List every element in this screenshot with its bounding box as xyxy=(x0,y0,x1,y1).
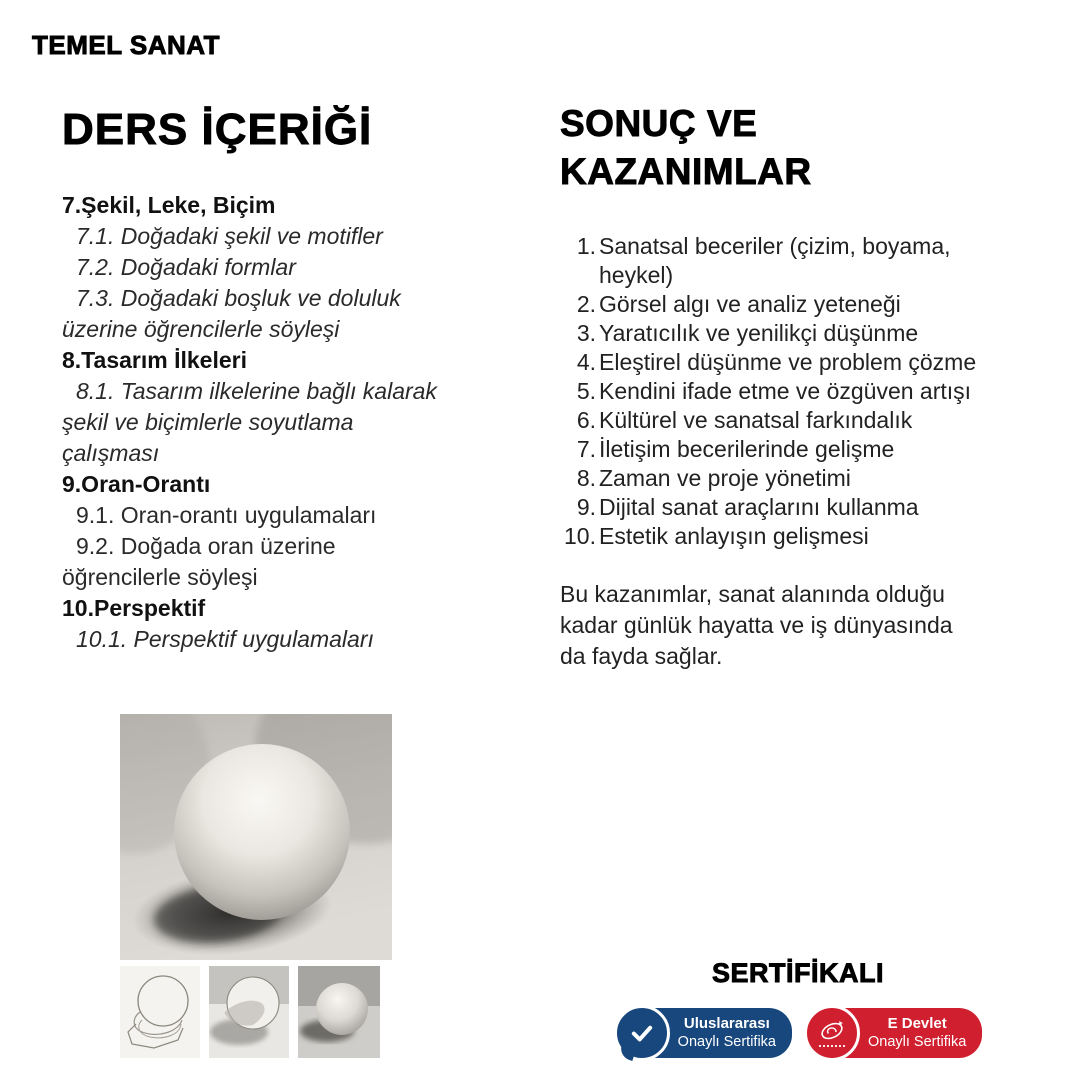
course-item-9: 9.Oran-Orantı xyxy=(62,471,211,497)
outcome-number: 2. xyxy=(576,291,596,317)
outcome-item-3 xyxy=(560,319,1006,348)
course-content-title: DERS İÇERİĞİ xyxy=(62,105,373,154)
e-devlet-certificate-badge xyxy=(804,1004,982,1062)
badge-line1: E Devlet xyxy=(887,1015,947,1032)
outcome-item-7 xyxy=(560,435,1006,464)
outcome-number: 1. xyxy=(576,233,596,259)
outcome-item-5 xyxy=(560,377,1006,406)
course-item-8: 8.Tasarım İlkeleri xyxy=(62,347,247,373)
outcomes-section xyxy=(560,100,1006,672)
outcomes-list xyxy=(560,232,1006,551)
international-certificate-badge xyxy=(614,1004,792,1062)
outcome-number: 10. xyxy=(564,523,596,549)
outcome-text: Estetik anlayışın gelişmesi xyxy=(599,523,869,549)
outcome-text: Zaman ve proje yönetimi xyxy=(599,465,851,491)
outcome-text: Yaratıcılık ve yenilikçi düşünme xyxy=(599,320,919,346)
outcomes-title-line2: KAZANIMLAR xyxy=(560,151,812,192)
course-item-7: 7.Şekil, Leke, Biçim xyxy=(62,192,276,218)
outcome-item-4 xyxy=(560,348,1006,377)
outcome-number: 6. xyxy=(576,407,596,433)
outcome-number: 5. xyxy=(576,378,596,404)
outcome-text: İletişim becerilerinde gelişme xyxy=(599,436,895,462)
outcome-text: Görsel algı ve analiz yeteneği xyxy=(599,291,901,317)
outcome-item-9 xyxy=(560,493,1006,522)
course-item-10-1: 10.1. Perspektif uygulamaları xyxy=(76,626,374,652)
badge-line2: Onaylı Sertifika xyxy=(677,1034,776,1050)
sketch-steps-row xyxy=(120,966,392,1058)
outcome-item-1 xyxy=(560,232,1006,290)
outcome-item-6 xyxy=(560,406,1006,435)
sketch-step-3-finished-icon xyxy=(298,966,380,1058)
outcome-number: 9. xyxy=(576,494,596,520)
outcome-item-10 xyxy=(560,522,1006,551)
outcome-item-8 xyxy=(560,464,1006,493)
course-item-7-3: 7.3. Doğadaki boşluk ve doluluk üzerine öğrencilerle söyleşi xyxy=(62,285,401,342)
sketch-step-2-shading-icon xyxy=(209,966,289,1058)
certification-badges xyxy=(612,1004,984,1062)
brand-title: TEMEL SANAT xyxy=(32,30,220,60)
course-item-8-1: 8.1. Tasarım ilkelerine bağlı kalarak şekil ve biçimlerle soyutlama çalışması xyxy=(62,378,437,466)
sketch-step-1-outline-icon xyxy=(120,966,200,1058)
course-content-section xyxy=(62,104,454,655)
outcome-number: 3. xyxy=(576,320,596,346)
outcome-text: Dijital sanat araçlarını kullanma xyxy=(599,494,919,520)
checkmark-icon xyxy=(614,1005,670,1061)
outcomes-title-line1: SONUÇ VE xyxy=(560,103,758,144)
course-item-9-1: 9.1. Oran-orantı uygulamaları xyxy=(76,502,377,528)
outcomes-title xyxy=(560,100,1006,196)
outcome-text: Eleştirel düşünme ve problem çözme xyxy=(599,349,977,375)
certification-section xyxy=(612,958,984,1062)
outcome-number: 4. xyxy=(576,349,596,375)
outcome-text: Kültürel ve sanatsal farkındalık xyxy=(599,407,913,433)
outcome-number: 7. xyxy=(576,436,596,462)
course-item-7-1: 7.1. Doğadaki şekil ve motifler xyxy=(76,223,383,249)
course-item-7-2: 7.2. Doğadaki formlar xyxy=(76,254,296,280)
outcome-number: 8. xyxy=(576,465,596,491)
outcome-text: Sanatsal beceriler (çizim, boyama, heykel) xyxy=(599,233,951,288)
badge-line2: Onaylı Sertifika xyxy=(868,1034,967,1050)
course-item-9-2: 9.2. Doğada oran üzerine öğrencilerle söyleşi xyxy=(62,533,336,590)
sphere-drawing-figure xyxy=(120,714,392,1058)
e-devlet-logo-icon xyxy=(804,1005,860,1061)
course-list xyxy=(62,190,454,655)
e-devlet-logo-caption xyxy=(819,1045,845,1047)
outcome-item-2 xyxy=(560,290,1006,319)
sphere-drawing-main-icon xyxy=(120,714,392,960)
outcome-text: Kendini ifade etme ve özgüven artışı xyxy=(599,378,972,404)
outcomes-note: Bu kazanımlar, sanat alanında olduğu kadar günlük hayatta ve iş dünyasında da fayda sağlar. xyxy=(560,581,953,669)
certification-title: SERTİFİKALI xyxy=(712,958,884,988)
badge-line1: Uluslararası xyxy=(683,1015,770,1032)
course-item-10: 10.Perspektif xyxy=(62,595,206,621)
